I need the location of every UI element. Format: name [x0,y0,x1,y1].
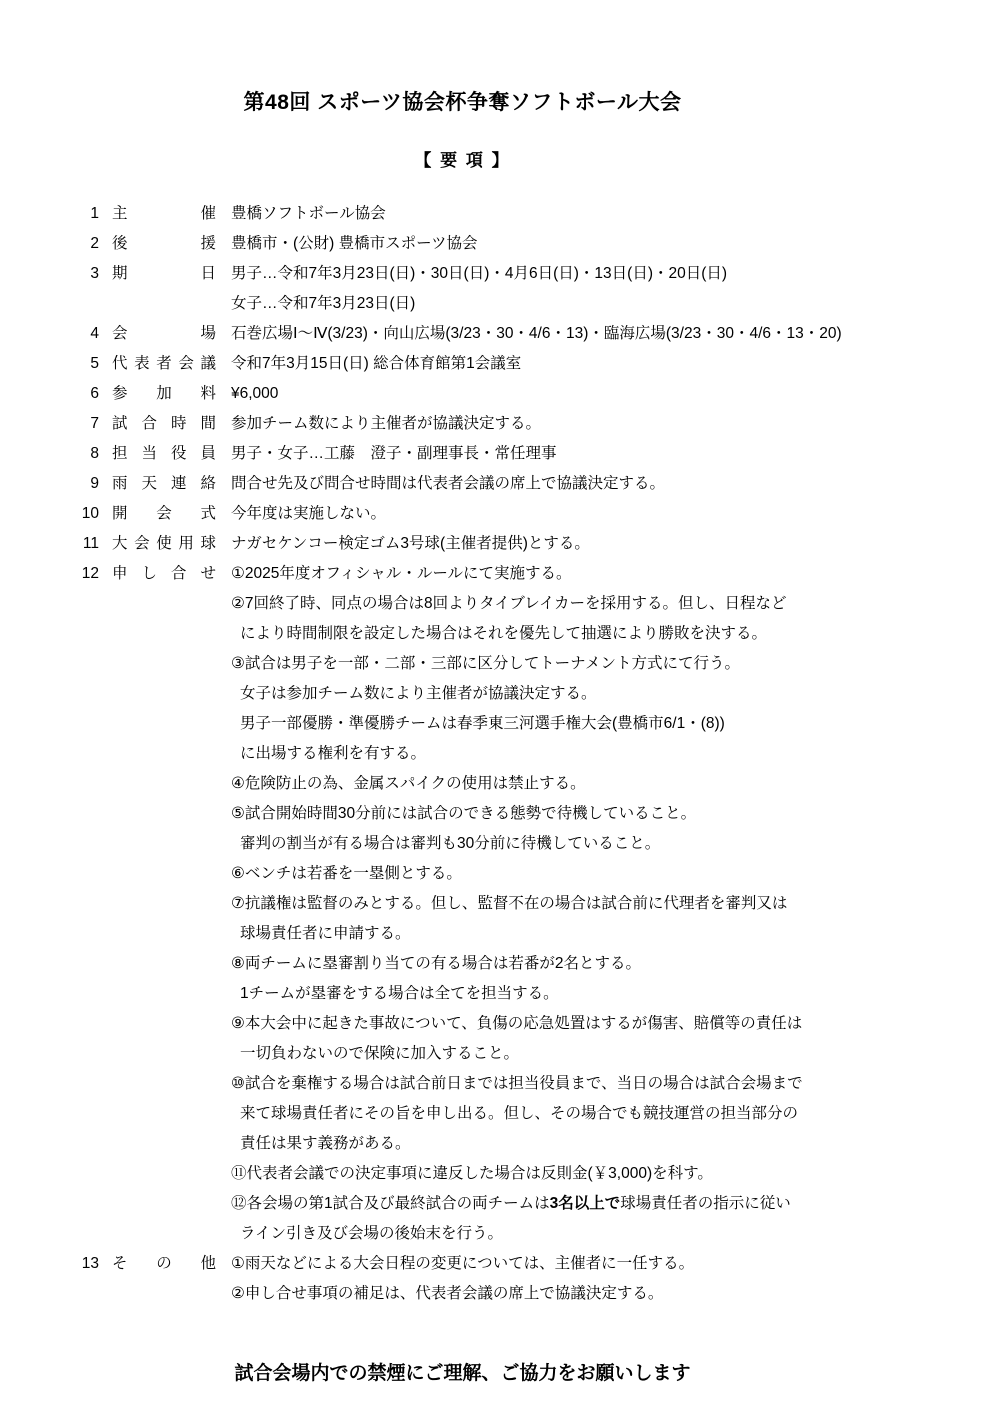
content-line [231,1249,925,1279]
content-line [231,1219,925,1249]
item-row [0,379,925,409]
item-label: そ の 他 [112,1255,216,1272]
item-label: 代 表 者 会 議 [112,355,216,372]
content-segment: 球場責任者の指示に従い [620,1195,791,1212]
item-label: 担 当 役 員 [112,445,216,462]
item-number: 3 [90,265,99,282]
item-content [231,559,925,1249]
content-segment: 男子…令和7年3月23日(日)・30日(日)・4月6日(日)・13日(日)・20日(日) [231,265,728,282]
item-row [0,319,925,349]
item-number: 8 [90,445,99,462]
content-segment: ①雨天などによる大会日程の変更については、主催者に一任する。 [231,1255,695,1272]
content-line [231,259,925,289]
content-line [231,619,925,649]
item-content [231,529,925,559]
content-segment: 問合せ先及び問合せ時間は代表者会議の席上で協議決定する。 [231,475,666,492]
item-label: 大 会 使 用 球 [112,535,216,552]
content-segment: 女子は参加チーム数により主催者が協議決定する。 [240,685,597,702]
item-number: 4 [90,325,99,342]
item-row [0,499,925,529]
content-segment: ⑤試合開始時間30分前には試合のできる態勢で待機していること。 [231,805,697,822]
content-segment: ライン引き及び会場の後始末を行う。 [240,1225,504,1242]
content-segment: 石巻広場Ⅰ～Ⅳ(3/23)・向山広場(3/23・30・4/6・13)・臨海広場(3/23・30・4/6・13・20) [231,325,842,342]
item-content [231,229,925,259]
item-number: 9 [90,475,99,492]
item-label: 主 催 [112,205,216,222]
content-segment: ②申し合せ事項の補足は、代表者会議の席上で協議決定する。 [231,1285,664,1302]
item-content [231,439,925,469]
item-number: 12 [81,565,99,582]
content-line [231,199,925,229]
content-line [231,1039,925,1069]
content-line [231,229,925,259]
content-segment: ⑥ベンチは若番を一塁側とする。 [231,865,462,882]
item-number: 1 [90,205,99,222]
content-segment: により時間制限を設定した場合はそれを優先して抽選により勝敗を決する。 [240,625,768,642]
content-line [231,499,925,529]
content-segment: ⑩試合を棄権する場合は試合前日までは担当役員まで、当日の場合は試合会場まで [231,1075,803,1092]
item-label: 試 合 時 間 [112,415,216,432]
content-line [231,859,925,889]
content-line [231,409,925,439]
content-segment: ④危険防止の為、金属スパイクの使用は禁止する。 [231,775,586,792]
item-row [0,559,925,1249]
content-segment: ②7回終了時、同点の場合は8回よりタイブレイカーを採用する。但し、日程など [231,595,787,612]
content-segment: ①2025年度オフィシャル・ルールにて実施する。 [231,565,572,582]
item-number: 2 [90,235,99,252]
item-content [231,319,925,349]
content-segment: ⑪代表者会議での決定事項に違反した場合は反則金(￥3,000)を科す。 [231,1165,713,1182]
content-line [231,679,925,709]
content-line [231,889,925,919]
item-content [231,499,925,529]
content-segment: ③試合は男子を一部・二部・三部に区分してトーナメント方式にて行う。 [231,655,740,672]
item-label: 開 会 式 [112,505,216,522]
item-row [0,1249,925,1309]
item-row [0,349,925,379]
content-segment: 女子…令和7年3月23日(日) [231,295,416,312]
content-line [231,979,925,1009]
content-line [231,1279,925,1309]
item-content [231,259,925,319]
page-title: 第48回 スポーツ協会杯争奪ソフトボール大会 [243,91,682,114]
content-segment-bold: 3名以上で [549,1195,621,1212]
item-label: 期 日 [112,265,216,282]
item-content [231,379,925,409]
content-segment: 参加チーム数により主催者が協議決定する。 [231,415,542,432]
content-segment: 審判の割当が有る場合は審判も30分前に待機していること。 [240,835,661,852]
content-segment: 令和7年3月15日(日) 総合体育館第1会議室 [231,355,522,372]
content-line [231,1099,925,1129]
content-line [231,1159,925,1189]
items-list [0,199,925,1309]
item-content [231,349,925,379]
item-content [231,409,925,439]
content-line [231,289,925,319]
content-line [231,949,925,979]
content-line [231,799,925,829]
content-line [231,709,925,739]
item-content [231,199,925,229]
content-line [231,469,925,499]
item-label: 会 場 [112,325,216,342]
content-segment: ⑫各会場の第1試合及び最終試合の両チームは [231,1195,550,1212]
content-segment: 1チームが塁審をする場合は全てを担当する。 [240,985,559,1002]
content-line [231,919,925,949]
content-line [231,1069,925,1099]
item-row [0,439,925,469]
content-segment: ⑦抗議権は監督のみとする。但し、監督不在の場合は試合前に代理者を審判又は [231,895,788,912]
item-content [231,1249,925,1309]
item-number: 5 [90,355,99,372]
content-line [231,769,925,799]
item-number: 7 [90,415,99,432]
item-number: 11 [82,535,99,552]
content-segment: ナガセケンコー検定ゴム3号球(主催者提供)とする。 [231,535,590,552]
content-segment: 来て球場責任者にその旨を申し出る。但し、その場合でも競技運営の担当部分の [240,1105,799,1122]
content-line [231,439,925,469]
content-line [231,739,925,769]
item-label: 後 援 [112,235,216,252]
content-segment: ⑨本大会中に起きた事故について、負傷の応急処置はするが傷害、賠償等の責任は [231,1015,803,1032]
item-content [231,469,925,499]
item-label: 雨 天 連 絡 [112,475,216,492]
content-line [231,829,925,859]
content-segment: 男子一部優勝・準優勝チームは春季東三河選手権大会(豊橋市6/1・(8)) [240,715,725,732]
content-segment: 一切負わないので保険に加入すること。 [240,1045,520,1062]
content-segment: 豊橋ソフトボール協会 [231,205,386,222]
item-row [0,409,925,439]
item-row [0,229,925,259]
content-segment: 球場責任者に申請する。 [240,925,411,942]
content-line [231,319,925,349]
content-line [231,1129,925,1159]
page-subtitle: 【 要 項 】 [414,151,511,170]
item-number: 13 [81,1255,99,1272]
content-line [231,379,925,409]
content-line [231,649,925,679]
item-label: 参 加 料 [112,385,216,402]
item-row [0,529,925,559]
content-line [231,1189,925,1219]
content-line [231,559,925,589]
content-segment: 豊橋市・(公財) 豊橋市スポーツ協会 [231,235,478,252]
content-segment: ⑧両チームに塁審割り当ての有る場合は若番が2名とする。 [231,955,642,972]
item-label: 申 し 合 せ [112,565,216,582]
item-row [0,259,925,319]
content-segment: ¥6,000 [231,385,279,402]
item-number: 10 [81,505,99,522]
item-row [0,199,925,229]
item-row [0,469,925,499]
content-line [231,529,925,559]
footer-note: 試合会場内での禁煙にご理解、ご協力をお願いします [234,1363,691,1384]
content-segment: 今年度は実施しない。 [231,505,387,522]
content-segment: 責任は果す義務がある。 [240,1135,411,1152]
content-line [231,1009,925,1039]
content-segment: 男子・女子…工藤 澄子・副理事長・常任理事 [231,445,557,462]
content-segment: に出場する権利を有する。 [240,745,427,762]
content-line [231,589,925,619]
item-number: 6 [90,385,99,402]
content-line [231,349,925,379]
